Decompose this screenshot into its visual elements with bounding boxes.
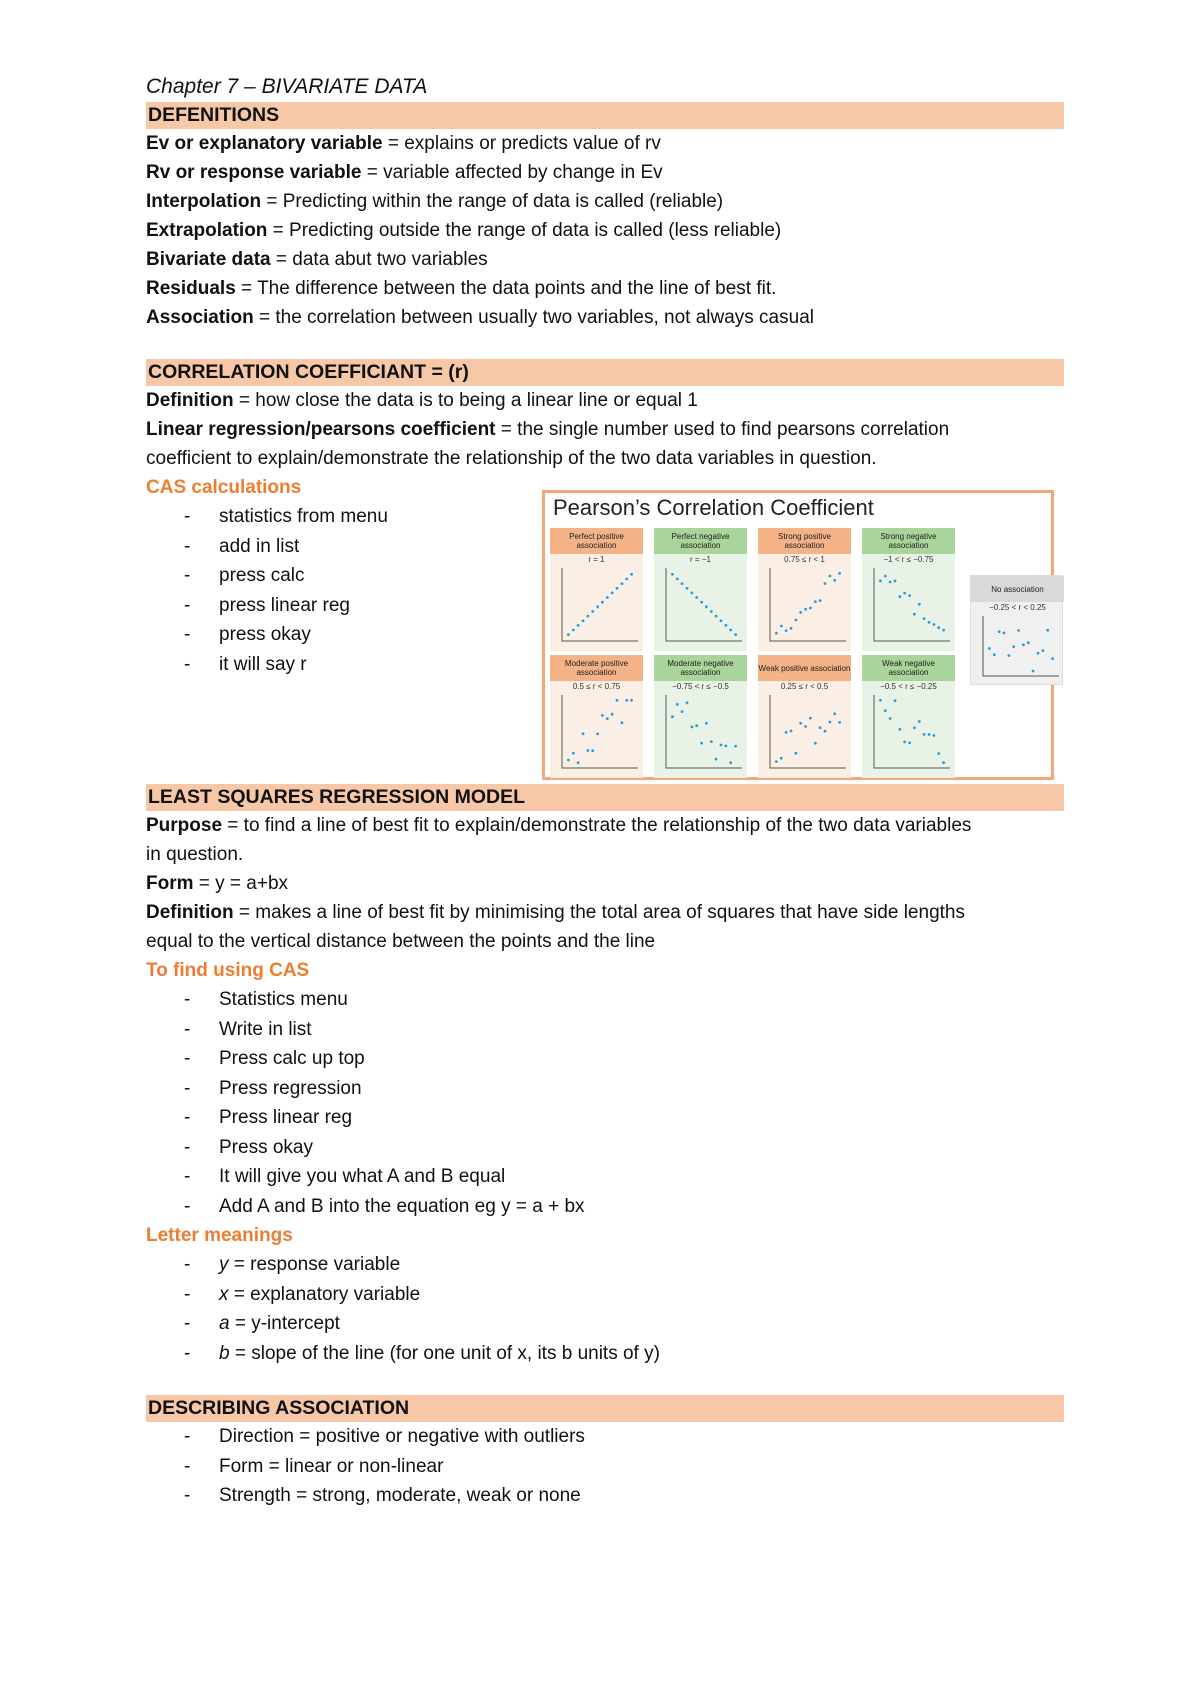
- list-item: - Add A and B into the equation eg y = a + bx: [146, 1192, 1064, 1222]
- definitions-heading: DEFENITIONS: [146, 102, 1064, 129]
- scatter-point: [894, 580, 897, 583]
- correlation-panel: [758, 528, 851, 651]
- term-text: = the single number used to find pearsons correlation: [495, 419, 950, 440]
- scatter-point: [1008, 654, 1011, 657]
- scatter-point: [824, 582, 827, 585]
- correlation-panel: [654, 528, 747, 651]
- scatter-point: [616, 699, 619, 702]
- scatter-point: [899, 728, 902, 731]
- panel-label: Strong negative association: [862, 528, 955, 554]
- scatter-point: [611, 592, 614, 595]
- term: Definition: [146, 390, 234, 411]
- scatter-point: [928, 733, 931, 736]
- list-item: - add in list: [146, 532, 1064, 562]
- scatter-point: [785, 731, 788, 734]
- scatter-point: [790, 627, 793, 630]
- term: Association: [146, 307, 254, 328]
- term-text: = to find a line of best fit to explain/demonstrate the relationship of the two data variables: [222, 815, 972, 836]
- scatter-point: [710, 610, 713, 613]
- scatter-point: [729, 761, 732, 764]
- panel-range: −0.25 < r < 0.25: [989, 603, 1046, 612]
- scatter-point: [567, 759, 570, 762]
- scatter-point: [582, 732, 585, 735]
- scatter-point: [833, 712, 836, 715]
- list-item: - statistics from menu: [146, 502, 1064, 532]
- term: Form: [146, 873, 194, 894]
- scatter-point: [686, 587, 689, 590]
- letter-meaning: = y-intercept: [229, 1313, 340, 1334]
- letter-symbol: x: [219, 1283, 229, 1305]
- scatter-point: [923, 617, 926, 620]
- list-item: [146, 1339, 1064, 1369]
- scatter-point: [700, 742, 703, 745]
- definition-line: [146, 216, 1064, 245]
- scatter-point: [720, 619, 723, 622]
- scatter-point: [720, 744, 723, 747]
- letter-meaning: = slope of the line (for one unit of x, its b units of y): [229, 1342, 660, 1364]
- scatter-point: [715, 615, 718, 618]
- letter-symbol: a: [219, 1313, 230, 1334]
- scatter-point: [780, 625, 783, 628]
- letter-meaning: = explanatory variable: [228, 1283, 421, 1305]
- scatter-point: [884, 709, 887, 712]
- scatter-point: [671, 573, 674, 576]
- letter-meanings-list: [146, 1250, 1064, 1368]
- scatter-point: [819, 599, 822, 602]
- correlation-panel: [862, 655, 955, 778]
- scatter-point: [937, 626, 940, 629]
- panel-range: r = 1: [588, 555, 605, 564]
- term-text: = y = a+bx: [193, 873, 289, 894]
- correlation-panel: [550, 528, 643, 651]
- list-item: - press calc: [146, 561, 1064, 591]
- panel-label: Moderate positive association: [550, 655, 643, 681]
- scatter-point: [1017, 629, 1020, 632]
- scatter-point: [621, 582, 624, 585]
- term-text: = variable affected by change in Ev: [361, 162, 663, 183]
- scatter-point: [819, 726, 822, 729]
- scatter-point: [824, 730, 827, 733]
- lsrm-form: [146, 869, 1064, 898]
- scatter-point: [833, 579, 836, 582]
- term-text: = makes a line of best fit by minimising the total area of squares that have side lengths: [233, 902, 965, 923]
- term: Interpolation: [146, 191, 262, 212]
- list-item: [146, 1309, 1064, 1339]
- lsrm-definition: [146, 898, 1064, 927]
- scatter-point: [894, 699, 897, 702]
- scatter-point: [790, 730, 793, 733]
- term: Residuals: [146, 278, 236, 299]
- scatter-point: [676, 578, 679, 581]
- term-text: = the correlation between usually two variables, not always casual: [253, 307, 814, 328]
- panel-range: 0.5 ≤ r < 0.75: [572, 682, 621, 691]
- term: Ev or explanatory variable: [146, 133, 383, 154]
- panel-label: No association: [971, 576, 1064, 602]
- correlation-panel: [862, 528, 955, 651]
- list-item: - Write in list: [146, 1015, 1064, 1045]
- scatter-point: [1022, 643, 1025, 646]
- scatter-point: [785, 629, 788, 632]
- correlation-panel: [654, 655, 747, 778]
- scatter-point: [780, 757, 783, 760]
- definition-line: [146, 129, 1064, 158]
- scatter-point: [814, 742, 817, 745]
- scatter-point: [889, 581, 892, 584]
- scatter-point: [591, 610, 594, 613]
- term-text: = Predicting outside the range of data is called (less reliable): [267, 220, 782, 241]
- scatter-point: [710, 740, 713, 743]
- scatter-point: [809, 607, 812, 610]
- scatter-point: [705, 605, 708, 608]
- association-list: [146, 1422, 1064, 1511]
- list-item: - Form = linear or non-linear: [146, 1452, 1064, 1482]
- panel-axes: [983, 616, 1059, 676]
- correlation-panel: [758, 655, 851, 778]
- panel-label: Weak negative association: [862, 655, 955, 681]
- scatter-point: [587, 749, 590, 752]
- scatter-point: [998, 630, 1001, 633]
- scatter-point: [729, 629, 732, 632]
- scatter-point: [577, 761, 580, 764]
- scatter-point: [587, 615, 590, 618]
- linear-regression-definition-cont: coefficient to explain/demonstrate the relationship of the two data variables in question.: [146, 448, 877, 469]
- scatter-point: [1042, 649, 1045, 652]
- scatter-point: [596, 605, 599, 608]
- scatter-point: [933, 734, 936, 737]
- panel-axes: [666, 695, 742, 768]
- scatter-point: [903, 741, 906, 744]
- scatter-point: [591, 749, 594, 752]
- scatter-point: [775, 632, 778, 635]
- scatter-point: [691, 592, 694, 595]
- list-item: - Press calc up top: [146, 1044, 1064, 1074]
- panel-range: r = −1: [690, 555, 711, 564]
- scatter-point: [676, 703, 679, 706]
- lsrm-definition-cont: equal to the vertical distance between the points and the line: [146, 931, 656, 952]
- term: Definition: [146, 902, 234, 923]
- scatter-point: [725, 624, 728, 627]
- scatter-point: [621, 721, 624, 724]
- scatter-point: [686, 701, 689, 704]
- list-item: - press okay: [146, 620, 1064, 650]
- list-item: - It will give you what A and B equal: [146, 1162, 1064, 1192]
- scatter-point: [567, 633, 570, 636]
- scatter-point: [908, 594, 911, 597]
- panel-label: Perfect positive association: [550, 528, 643, 554]
- list-item: [146, 1280, 1064, 1310]
- pearson-correlation-figure: [542, 490, 1054, 780]
- scatter-point: [671, 715, 674, 718]
- scatter-point: [1032, 670, 1035, 673]
- scatter-point: [913, 726, 916, 729]
- scatter-point: [606, 717, 609, 720]
- correlation-definition: [146, 386, 1064, 415]
- panel-axes: [562, 695, 638, 768]
- document-content: [146, 72, 1064, 1511]
- linear-regression-definition: [146, 415, 1064, 444]
- figure-title: Pearson’s Correlation Coefficient: [553, 495, 874, 520]
- scatter-point: [804, 608, 807, 611]
- scatter-point: [829, 575, 832, 578]
- scatter-point: [1012, 645, 1015, 648]
- scatter-point: [725, 745, 728, 748]
- lsrm-purpose: [146, 811, 1064, 840]
- scatter-point: [809, 717, 812, 720]
- scatter-point: [611, 713, 614, 716]
- scatter-point: [1051, 657, 1054, 660]
- list-item: - Press okay: [146, 1133, 1064, 1163]
- panel-range: −0.5 < r ≤ −0.25: [880, 682, 937, 691]
- list-item: - press linear reg: [146, 591, 1064, 621]
- panel-label: Moderate negative association: [654, 655, 747, 681]
- cas-find-heading: To find using CAS: [146, 960, 310, 981]
- scatter-point: [695, 596, 698, 599]
- scatter-point: [799, 611, 802, 614]
- scatter-point: [942, 629, 945, 632]
- letter-meaning: = response variable: [228, 1254, 401, 1275]
- scatter-point: [775, 760, 778, 763]
- scatter-point: [606, 596, 609, 599]
- definition-line: [146, 303, 1064, 332]
- scatter-point: [795, 619, 798, 622]
- scatter-point: [838, 572, 841, 575]
- scatter-point: [884, 575, 887, 578]
- scatter-point: [1046, 629, 1049, 632]
- correlation-panel: [550, 655, 643, 778]
- list-item: - Strength = strong, moderate, weak or none: [146, 1481, 1064, 1511]
- definition-line: [146, 187, 1064, 216]
- scatter-point: [928, 621, 931, 624]
- scatter-point: [601, 714, 604, 717]
- definitions-list: [146, 129, 1064, 332]
- scatter-point: [804, 725, 807, 728]
- scatter-point: [838, 721, 841, 724]
- association-heading: DESCRIBING ASSOCIATION: [146, 1395, 1064, 1422]
- scatter-point: [705, 722, 708, 725]
- scatter-point: [572, 629, 575, 632]
- letter-symbol: y: [219, 1254, 229, 1275]
- definition-line: [146, 245, 1064, 274]
- panel-range: −0.75 < r ≤ −0.5: [672, 682, 729, 691]
- scatter-point: [988, 647, 991, 650]
- panel-axes: [874, 695, 950, 768]
- term-text: = Predicting within the range of data is called (reliable): [261, 191, 724, 212]
- scatter-point: [1027, 641, 1030, 644]
- term: Linear regression/pearsons coefficient: [146, 419, 496, 440]
- scatter-point: [889, 717, 892, 720]
- panel-label: Weak positive association: [758, 655, 851, 681]
- letter-symbol: b: [219, 1342, 230, 1364]
- scatter-point: [582, 619, 585, 622]
- list-item: - Press linear reg: [146, 1103, 1064, 1133]
- list-item: [146, 1250, 1064, 1280]
- term: Extrapolation: [146, 220, 268, 241]
- scatter-point: [681, 710, 684, 713]
- correlation-panel: [970, 575, 1063, 685]
- cas-find-steps: [146, 985, 1064, 1221]
- scatter-point: [799, 722, 802, 725]
- chapter-title: Chapter 7 – BIVARIATE DATA: [146, 75, 428, 98]
- correlation-heading: CORRELATION COEFFICIANT = (r): [146, 359, 1064, 386]
- term: Bivariate data: [146, 249, 271, 270]
- panel-axes: [874, 568, 950, 641]
- lsrm-purpose-cont: in question.: [146, 844, 244, 865]
- list-item: - it will say r: [146, 650, 1064, 680]
- scatter-point: [577, 624, 580, 627]
- term-text: = explains or predicts value of rv: [382, 133, 661, 154]
- scatter-point: [913, 613, 916, 616]
- panel-label: Strong positive association: [758, 528, 851, 554]
- scatter-point: [572, 752, 575, 755]
- scatter-point: [1003, 632, 1006, 635]
- scatter-point: [616, 587, 619, 590]
- scatter-point: [918, 720, 921, 723]
- scatter-point: [933, 623, 936, 626]
- scatter-point: [715, 758, 718, 761]
- scatter-point: [1037, 652, 1040, 655]
- scatter-point: [734, 633, 737, 636]
- cas-calculations-heading: CAS calculations: [146, 477, 302, 498]
- term-text: = The difference between the data points and the line of best fit.: [235, 278, 777, 299]
- scatter-point: [879, 580, 882, 583]
- scatter-point: [700, 601, 703, 604]
- definition-line: [146, 158, 1064, 187]
- scatter-point: [899, 595, 902, 598]
- scatter-point: [601, 601, 604, 604]
- scatter-point: [681, 582, 684, 585]
- panel-range: −1 < r ≤ −0.75: [883, 555, 934, 564]
- scatter-point: [903, 592, 906, 595]
- scatter-point: [795, 752, 798, 755]
- scatter-point: [691, 726, 694, 729]
- scatter-point: [814, 600, 817, 603]
- term-text: = how close the data is to being a linear line or equal 1: [233, 390, 698, 411]
- list-item: - Press regression: [146, 1074, 1064, 1104]
- panel-label: Perfect negative association: [654, 528, 747, 554]
- scatter-point: [625, 578, 628, 581]
- scatter-point: [937, 752, 940, 755]
- panel-range: 0.25 ≤ r < 0.5: [780, 682, 829, 691]
- term: Rv or response variable: [146, 162, 362, 183]
- scatter-point: [879, 699, 882, 702]
- lsrm-heading: LEAST SQUARES REGRESSION MODEL: [146, 784, 1064, 811]
- term: Purpose: [146, 815, 223, 836]
- scatter-point: [596, 733, 599, 736]
- scatter-point: [630, 573, 633, 576]
- scatter-point: [923, 733, 926, 736]
- scatter-point: [625, 699, 628, 702]
- scatter-point: [829, 721, 832, 724]
- scatter-point: [918, 603, 921, 606]
- letter-meanings-heading: Letter meanings: [146, 1225, 293, 1246]
- definition-line: [146, 274, 1064, 303]
- panel-range: 0.75 ≤ r < 1: [784, 555, 825, 564]
- scatter-point: [734, 745, 737, 748]
- scatter-point: [630, 699, 633, 702]
- scatter-point: [993, 653, 996, 656]
- list-item: - Statistics menu: [146, 985, 1064, 1015]
- scatter-point: [942, 761, 945, 764]
- term-text: = data abut two variables: [270, 249, 488, 270]
- list-item: - Direction = positive or negative with outliers: [146, 1422, 1064, 1452]
- scatter-point: [695, 724, 698, 727]
- scatter-point: [908, 741, 911, 744]
